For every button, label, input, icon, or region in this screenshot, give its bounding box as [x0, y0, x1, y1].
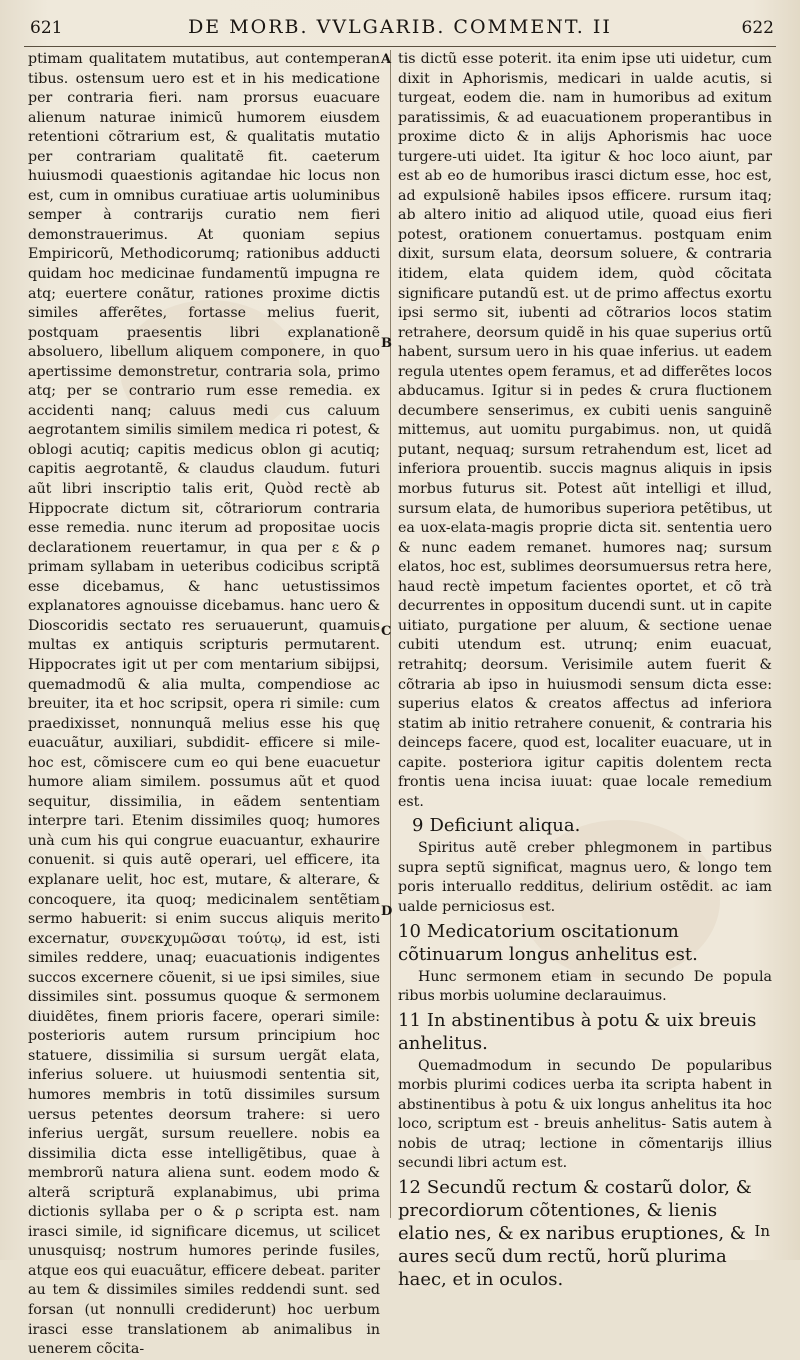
section-heading [412, 814, 772, 837]
section-heading [398, 920, 772, 966]
section-title: In abstinentibus à potu & uix breuis anhelitus. [398, 1009, 757, 1054]
section-number: 12 [398, 1176, 421, 1198]
section-title: Deficiunt aliqua. [429, 815, 581, 837]
page-header [0, 14, 800, 50]
catchword: In [754, 1222, 770, 1240]
left-column-text: ptimam qualitatem mutatibus, aut contemperan tibus. ostensum uero est et in his medicatione per contraria fieri. nam prorsus euacuare alienum naturae inimicũ humorem eiusdem retentioni cõtrarium est, & qualitatis mutatio per contrariam qualitatẽ fit. caeterum huiusmodi quaestionis agitandae hic locus non est, cum in omnibus curatiuae artis uoluminibus semper à contrarijs curatio nem fieri demonstrauerimus. At quoniam sepius Empiricorũ, Methodicorumq; rationibus adducti quidam hoc medicinae fundamentũ impugna re atq; euertere conãtur, rationes proxime dictis similes afferẽtes, fortasse melius fuerit, postquam praesentis libri explanationẽ absoluero, libellum aliquem componere, in quo apertissime demonstretur, contraria sola, primo atq; per se contrario rum esse remedia. ex accidenti nanq; caluus medi cus caluum aegrotantem similis similem medica ri potest, & oblogi acutiq; capitis medicus oblon gi acutiq; capitis aegrotantẽ, & claudus claudum. futuri aũt libri inscriptio talis erit, Quòd rectè ab Hippocrate dictum sit, cõtrariorum contraria esse remedia. nunc iterum ad propositae uocis declarationem reuertamur, in qua per ε & ρ primam syllabam in ueteribus codicibus scriptã esse dicebamus, & hanc uetustissimos explanatores agnouisse dicebamus. hanc uero & Dioscoridis sectato res seruauerunt, quamuis multas ex antiquis scripturis permutarent. Hippocrates igit ut per com mentarium sibijpsi, quemadmodũ & alia multa, compendiose ac breuiter, ita et hoc scripsit, opera ri simile: cum praedixisset, nonnunquã melius esse his quę euacuãtur, auxiliari, subdidit- efficere si mile-hoc est, cõmiscere cum eo qui bene euacuetur humore aliam similem. possumus aũt et quod sequitur, dissimilia, in eãdem sententiam interpre tari. Etenim dissimiles quoq; humores unà cum his qui congrue euacuantur, exhaurire conuenit. si quis autẽ operari, uel efficere, ita explanare uelit, hoc est, mutare, & alterare, & concoquere, ita quoq; medicinalem sentẽtiam sermo habuerit: si enim succus aliquis merito excernatur, συνεκχυμῶσαι τούτῳ, id est, isti similes reddere, unaq; euacuationis indigentes succos excernere cõuenit, si ue ipsi similes, siue dissimiles sint. possumus quoque & sermonem diuidẽtes, finem prioris facere, operari simile: posterioris autem rursum principium hoc statuere, dissimilia si sursum uergãt elata, inferius soluere. ut huiusmodi sententia sit, humores membris in totũ dissimiles sursum uersus petentes deorsum trahere: si uero inferius uergãt, sursum reuellere. nobis ea dissimilia dicta esse intelligẽtibus, quae à membrorũ natura aliena sunt. eodem modo & alterã scripturã explanabimus, ubi prima dictionis syllaba per ο & ρ scripta est. nam irasci simile, id significare dicemus, ut scilicet unusquisq; nostrum humores perinde fusiles, atque eos qui euacuãtur, efficere debeat. pariter au tem & dissimiles similes reddendi sunt. sed forsan (ut nonnulli crediderunt) hoc uerbum irasci esse translationem ab animalibus in uenerem cõcita- [28, 51, 380, 1358]
section-number: 10 [398, 920, 421, 942]
margin-marker-d: D [381, 904, 393, 919]
left-column [28, 50, 380, 1358]
running-title: DE MORB. VVLGARIB. COMMENT. II [188, 16, 612, 38]
left-page-number: 621 [30, 18, 63, 38]
header-rule [24, 46, 776, 47]
section-body: Quemadmodum in secundo De popularibus morbis plurimi codices uerba ita scripta habent in abstinentibus à potu & uix longus anhelitus ita hoc loco, scriptum est - breuis anhelitus- Satis autem à nobis de utraq; lectione in cõmentarijs illius secundi libri actum est. [398, 1057, 772, 1172]
right-page-number: 622 [741, 18, 774, 38]
section-heading [398, 1176, 772, 1291]
section-number: 11 [398, 1009, 421, 1031]
right-column-intro: tis dictũ esse poterit. ita enim ipse uti uidetur, cum dixit in Aphorismis, medicari in ualde acutis, si turgeat, eodem die. nam in humoribus ad exitum paratissimis, & ad euacuationem properantibus in proxime dicto & in alijs Aphorismis hac uoce turgere-uti uidet. Ita igitur & hoc loco aiunt, par est ab eo de humoribus irasci dictum esse, hoc est, ad expulsionẽ habiles ipsos efficere. rursum itaq; ab altero initio ad aliquod utile, quoad eius fieri potest, orationem conuertamus. postquam enim dixit, sursum elata, deorsum soluere, & contraria itidem, elata quidem idem, quòd cõcitata significare putandũ est. ut de primo affectus exortu ipsi sermo sit, iubenti ad cõtrarios locos statim retrahere, deorsum quidẽ in his quae superius ortũ habent, sursum uero in his quae inferius. ut eadem regula utentes opem feramus, et ad differẽtes locos abducamus. Igitur si in pedes & crura fluctionem decumbere senserimus, ex cubiti uenis sanguinẽ mittemus, aut uomitu purgabimus. non, ut quidã putant, nequaq; sursum retrahendum est, licet ad inferiora prouentib. succis magnus aliquis in ipsis morbus futurus sit. Potest aũt intelligi et illud, sursum elata, de humoribus superiora petẽtibus, ut ea uox-elata-magis proprie dicta sit. sententia uero & nunc eadem remanet. humores naq; sursum elatos, hoc est, sublimes deorsumuersus retra here, haud rectè impetum facientes oportet, et cõ trà decurrentes in oppositum ducendi sunt. ut in capite uitiato, purgatione per aluum, & sectione uenae cubiti utendum est. utrunq; enim euacuat, retrahitq; deorsum. Verisimile autem fuerit & cõtraria ab ipso in huiusmodi sensum dicta esse: superius elatos & creatos affectus ad inferiora statim ab initio retrahere conuenit, & contraria his deinceps facere, quod est, localiter euacuare, ut in capite. posteriora igitur capitis dolentem recta frontis uena incisa iuuat: quae locale remedium est. [398, 51, 772, 810]
section-title: Medicatorium oscitationum cõtinuarum longus anhelitus est. [398, 920, 698, 965]
section-number: 9 [412, 815, 424, 837]
margin-marker-c: C [381, 624, 392, 639]
margin-marker-b: B [381, 336, 392, 351]
section-title: Secundũ rectum & costarũ dolor, & precordiorum cõtentiones, & lienis elatio nes, & ex naribus eruptiones, & aures secũ dum rectũ, horũ plurima haec, et in oculos. [398, 1176, 752, 1290]
section-body: Hunc sermonem etiam in secundo De popula ribus morbis uolumine declarauimus. [398, 968, 772, 1005]
margin-marker-a: A [381, 52, 392, 67]
section-heading [398, 1009, 772, 1055]
right-column [398, 50, 772, 1290]
section-body: Spiritus autẽ creber phlegmonem in partibus supra septũ significat, magnus uero, & longo tem poris interuallo redditus, delirium ostẽdit. ac iam ualde perniciosus est. [398, 840, 772, 915]
